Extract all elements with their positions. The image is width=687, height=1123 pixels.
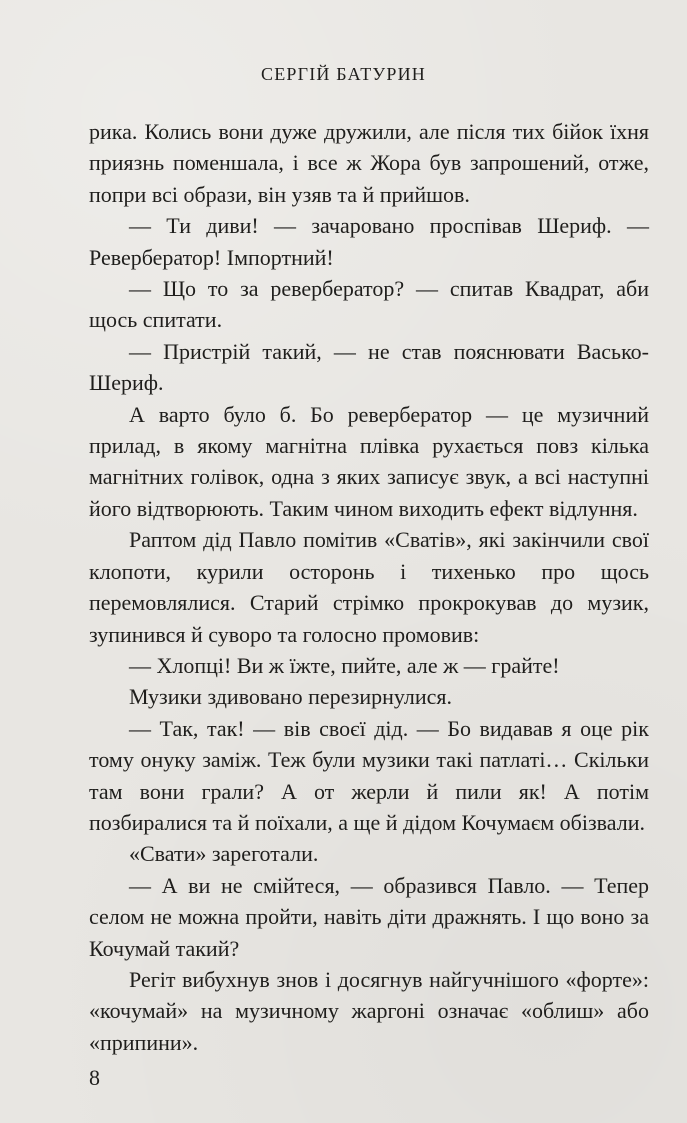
paragraph: рика. Колись вони дуже дружили, але після тих бійок їхня приязнь поменшала, і все ж Жора був запрошений, отже, попри всі образи, він узяв та й прийшов. bbox=[89, 119, 649, 207]
paragraph: А варто було б. Бо реверберaтор — це музичний прилад, в якому магнітна плівка рухається повз кілька магнітних голівок, одна з яких записує звук, а всі наступні його відтворюють. Таким чином виходить ефект відлуння. bbox=[89, 401, 649, 521]
paragraph: «Свати» зареготали. bbox=[129, 841, 319, 867]
paragraph: Музики здивовано перезирнулися. bbox=[129, 684, 453, 710]
paragraph: — Ти диви! — зачаровано проспівав Шериф. — Ревербератор! Імпортний! bbox=[89, 213, 649, 270]
paragraph: — Так, так! — вів своєї дід. — Бо видавав я оце рік тому онуку заміж. Теж були музики такі патлаті… Скільки там вони грали? А от жерли й пили як! А потім позбиралися та й поїхали, а ще й дідом Кочумаєм обізвали. bbox=[89, 715, 649, 835]
paragraph: Регіт вибухнув знов і досягнув найгучнішого «форте»: «кочумай» на музичному жаргоні означає «облиш» або «припини». bbox=[89, 966, 649, 1055]
paragraph: — Хлопці! Ви ж їжте, пийте, але ж — грайте! bbox=[129, 652, 560, 678]
body-text bbox=[89, 116, 649, 1058]
paragraph: — А ви не смійтеся, — образився Павло. — Тепер селом не можна пройти, навіть діти дражнять. І що воно за Кочумай такий? bbox=[89, 872, 649, 961]
running-header: СЕРГІЙ БАТУРИН bbox=[261, 64, 426, 84]
paragraph: — Що то за ревербератор? — спитав Квадрат, аби щось спитати. bbox=[89, 276, 649, 333]
paragraph: — Пристрій такий, — не став пояснювати Васько-Шериф. bbox=[89, 338, 649, 396]
paragraph: Раптом дід Павло помітив «Сватів», які закінчили свої клопоти, курили осторонь і тихенько про щось перемовлялися. Старий стрімко прокрокував до музик, зупинився й суворо та голосно промовив: bbox=[89, 527, 649, 647]
page-number: 8 bbox=[89, 1065, 100, 1090]
